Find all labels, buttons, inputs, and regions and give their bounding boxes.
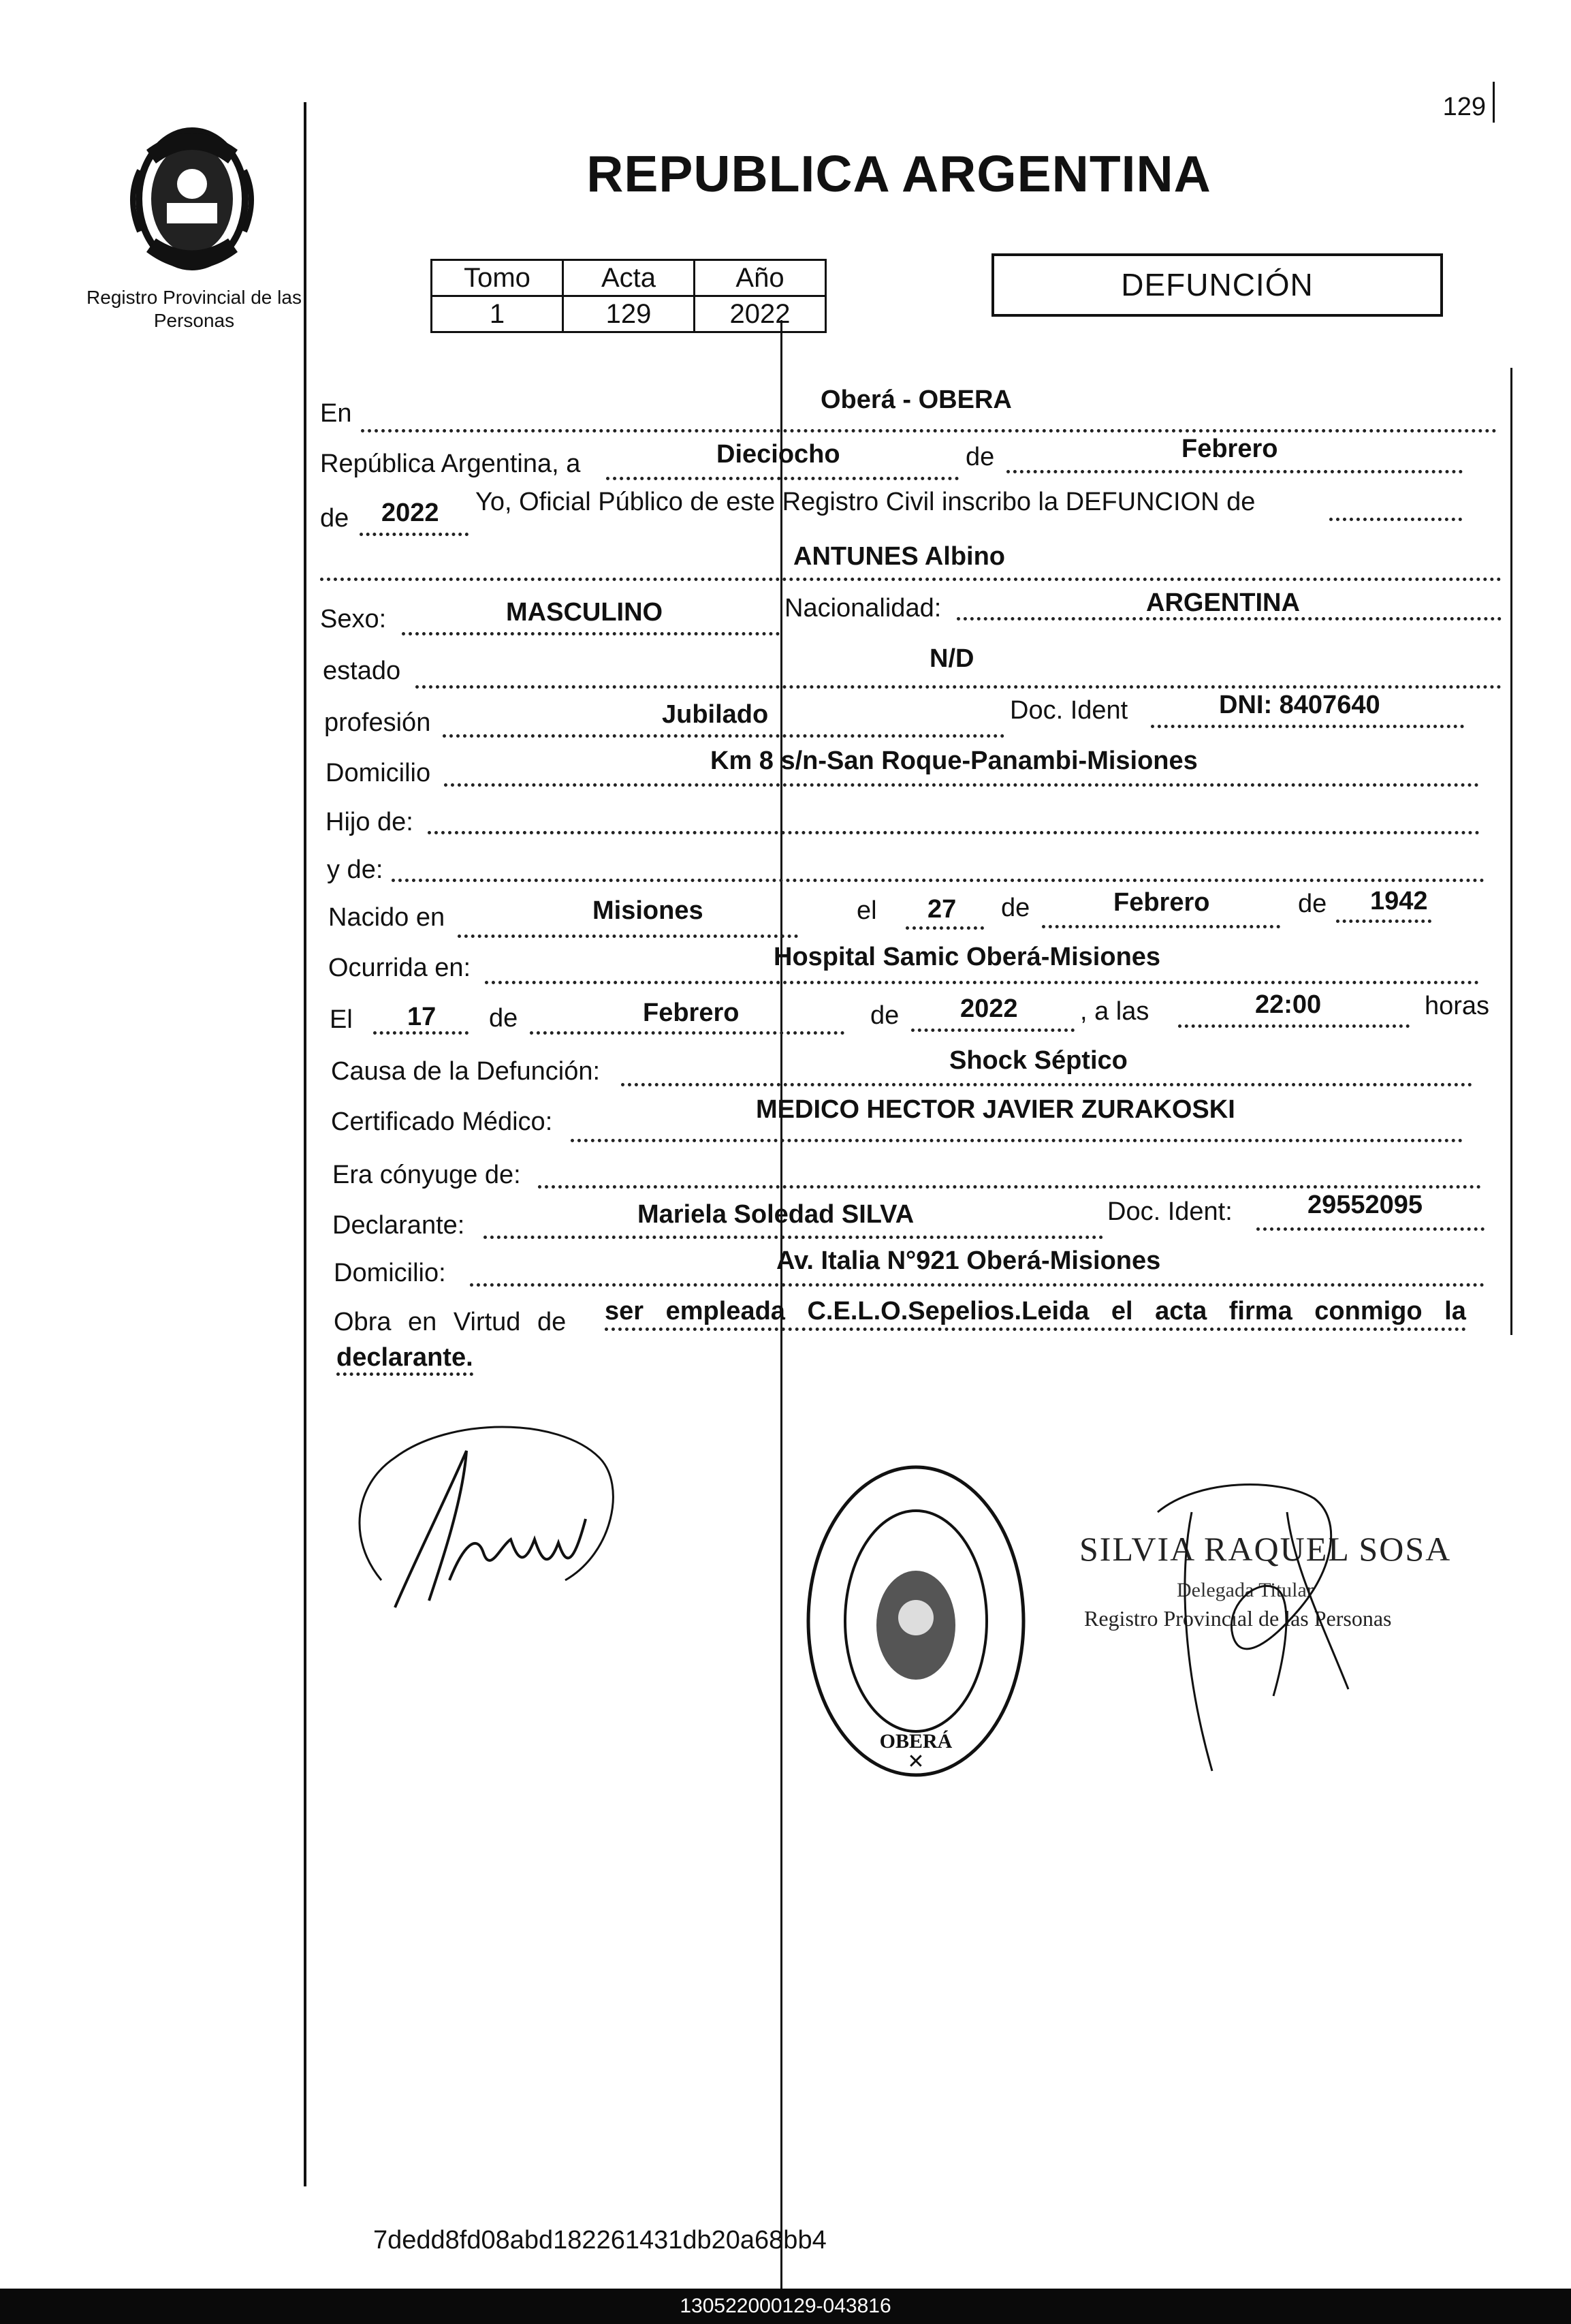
domicilio-value: Km 8 s/n-San Roque-Panambi-Misiones bbox=[710, 747, 1198, 775]
death-time-line bbox=[1178, 1024, 1410, 1028]
nacido-label: Nacido en bbox=[328, 903, 445, 932]
horas-label: horas bbox=[1425, 992, 1490, 1020]
ocurrida-label: Ocurrida en: bbox=[328, 954, 471, 982]
de-label-5: de bbox=[489, 1004, 518, 1033]
conyuge-label: Era cónyuge de: bbox=[332, 1161, 521, 1189]
name-line bbox=[320, 578, 1502, 581]
acta-header: Acta bbox=[563, 260, 695, 296]
nacionalidad-label: Nacionalidad: bbox=[784, 594, 942, 623]
yde-line bbox=[392, 879, 1485, 882]
certificado-line bbox=[571, 1139, 1463, 1142]
ocurrida-value: Hospital Samic Oberá-Misiones bbox=[774, 943, 1161, 971]
conyuge-line bbox=[538, 1185, 1481, 1189]
document-hash: 7dedd8fd08abd182261431db20a68bb4 bbox=[373, 2226, 827, 2255]
document-title: REPUBLICA ARGENTINA bbox=[586, 145, 1211, 202]
doc-ident-2-label: Doc. Ident: bbox=[1107, 1197, 1233, 1226]
certificado-value: MEDICO HECTOR JAVIER ZURAKOSKI bbox=[756, 1095, 1235, 1124]
en-line bbox=[361, 429, 1497, 433]
domicilio-line bbox=[444, 783, 1479, 787]
death-year-line bbox=[911, 1028, 1075, 1032]
death-month-line bbox=[530, 1031, 844, 1035]
sexo-line bbox=[402, 632, 780, 635]
tomo-header: Tomo bbox=[432, 260, 563, 296]
page-number: 129 bbox=[1442, 93, 1486, 121]
birth-year-line bbox=[1336, 920, 1431, 923]
year-value: 2022 bbox=[381, 499, 439, 527]
birth-month-value: Febrero bbox=[1113, 888, 1210, 917]
republica-label: República Argentina, a bbox=[320, 450, 581, 478]
svg-text:✕: ✕ bbox=[907, 1750, 925, 1773]
de-label-1: de bbox=[966, 443, 995, 471]
birth-day-line bbox=[906, 926, 984, 930]
document-type-box: DEFUNCIÓN bbox=[991, 253, 1443, 317]
nacionalidad-value: ARGENTINA bbox=[1146, 588, 1300, 617]
inscribo-line bbox=[1329, 518, 1462, 521]
registry-caption: Registro Provincial de las Personas bbox=[86, 287, 302, 331]
right-margin-rule bbox=[1493, 82, 1495, 123]
certificado-label: Certificado Médico: bbox=[331, 1108, 553, 1136]
nacido-value: Misiones bbox=[592, 896, 703, 925]
doc-ident-line bbox=[1151, 725, 1464, 728]
doc-ident-2-value: 29552095 bbox=[1307, 1191, 1423, 1219]
month-line bbox=[1006, 470, 1463, 473]
doc-ident-2-line bbox=[1256, 1227, 1485, 1231]
obra-value-line2: declarante. bbox=[336, 1343, 473, 1376]
month-value: Febrero bbox=[1181, 435, 1278, 463]
de-label-4: de bbox=[1298, 890, 1327, 918]
hijo-label: Hijo de: bbox=[326, 808, 413, 836]
obra-label: Obra en Virtud de bbox=[334, 1308, 567, 1336]
estado-label: estado bbox=[323, 657, 401, 685]
left-margin-rule bbox=[304, 102, 306, 2186]
ocurrida-line bbox=[485, 981, 1479, 984]
hijo-line bbox=[428, 831, 1480, 834]
domicilio-2-value: Av. Italia N°921 Oberá-Misiones bbox=[776, 1246, 1161, 1275]
death-time-value: 22:00 bbox=[1255, 990, 1322, 1019]
estado-line bbox=[415, 685, 1502, 689]
delegation-seal bbox=[800, 1458, 1032, 1785]
doc-ident-label: Doc. Ident bbox=[1010, 696, 1128, 725]
acta-value: 129 bbox=[563, 296, 695, 332]
yde-label: y de: bbox=[327, 855, 383, 884]
year-line bbox=[360, 533, 469, 536]
birth-month-line bbox=[1042, 925, 1280, 928]
death-year-value: 2022 bbox=[960, 994, 1018, 1023]
nacido-line bbox=[458, 935, 798, 938]
domicilio-2-line bbox=[470, 1283, 1485, 1287]
right-border-rule bbox=[1510, 368, 1512, 1335]
estado-value: N/D bbox=[930, 644, 974, 673]
official-name: SILVIA RAQUEL SOSA bbox=[1079, 1530, 1452, 1568]
death-day-value: 17 bbox=[407, 1003, 437, 1031]
birth-day-value: 27 bbox=[927, 895, 957, 924]
doc-ident-value: DNI: 8407640 bbox=[1219, 691, 1380, 719]
deceased-name-value: ANTUNES Albino bbox=[793, 542, 1006, 571]
en-label: En bbox=[320, 399, 352, 428]
causa-value: Shock Séptico bbox=[949, 1046, 1128, 1075]
causa-line bbox=[621, 1083, 1472, 1086]
de-label-6: de bbox=[870, 1001, 900, 1030]
anio-value: 2022 bbox=[695, 296, 826, 332]
obra-value-line1: ser empleada C.E.L.O.Sepelios.Leida el acta firma conmigo la bbox=[605, 1297, 1466, 1331]
official-institution: Registro Provincial de las Personas bbox=[1084, 1606, 1392, 1631]
declarante-line bbox=[483, 1236, 1103, 1239]
day-words-line bbox=[606, 477, 959, 480]
record-table bbox=[430, 259, 827, 333]
birth-year-value: 1942 bbox=[1370, 887, 1428, 915]
profesion-line bbox=[443, 734, 1004, 738]
domicilio-2-label: Domicilio: bbox=[334, 1259, 446, 1287]
official-signature bbox=[1117, 1471, 1471, 1880]
day-words-value: Dieciocho bbox=[716, 440, 840, 469]
domicilio-label: Domicilio bbox=[326, 759, 431, 787]
de-label-2: de bbox=[320, 504, 349, 533]
profesion-label: profesión bbox=[324, 708, 431, 737]
anio-header: Año bbox=[695, 260, 826, 296]
official-role: Delegada Titular bbox=[1177, 1579, 1314, 1601]
seal-bottom-text: OBERÁ bbox=[879, 1730, 953, 1753]
declarante-label: Declarante: bbox=[332, 1211, 465, 1240]
declarant-signature bbox=[340, 1403, 626, 1621]
place-value: Oberá - OBERA bbox=[821, 386, 1012, 414]
footer-code-bar: 130522000129-043816 bbox=[0, 2289, 1571, 2324]
tomo-value: 1 bbox=[432, 296, 563, 332]
el-upper-label: El bbox=[330, 1005, 353, 1034]
inscribo-text: Yo, Oficial Público de este Registro Civil inscribo la DEFUNCION de bbox=[475, 488, 1256, 516]
causa-label: Causa de la Defunción: bbox=[331, 1057, 601, 1086]
el-label: el bbox=[857, 896, 877, 925]
declarante-value: Mariela Soledad SILVA bbox=[637, 1200, 915, 1229]
alas-label: , a las bbox=[1080, 997, 1149, 1026]
death-month-value: Febrero bbox=[643, 999, 740, 1027]
sexo-value: MASCULINO bbox=[506, 598, 663, 627]
de-label-3: de bbox=[1001, 894, 1030, 922]
profesion-value: Jubilado bbox=[662, 700, 769, 729]
sexo-label: Sexo: bbox=[320, 605, 387, 633]
